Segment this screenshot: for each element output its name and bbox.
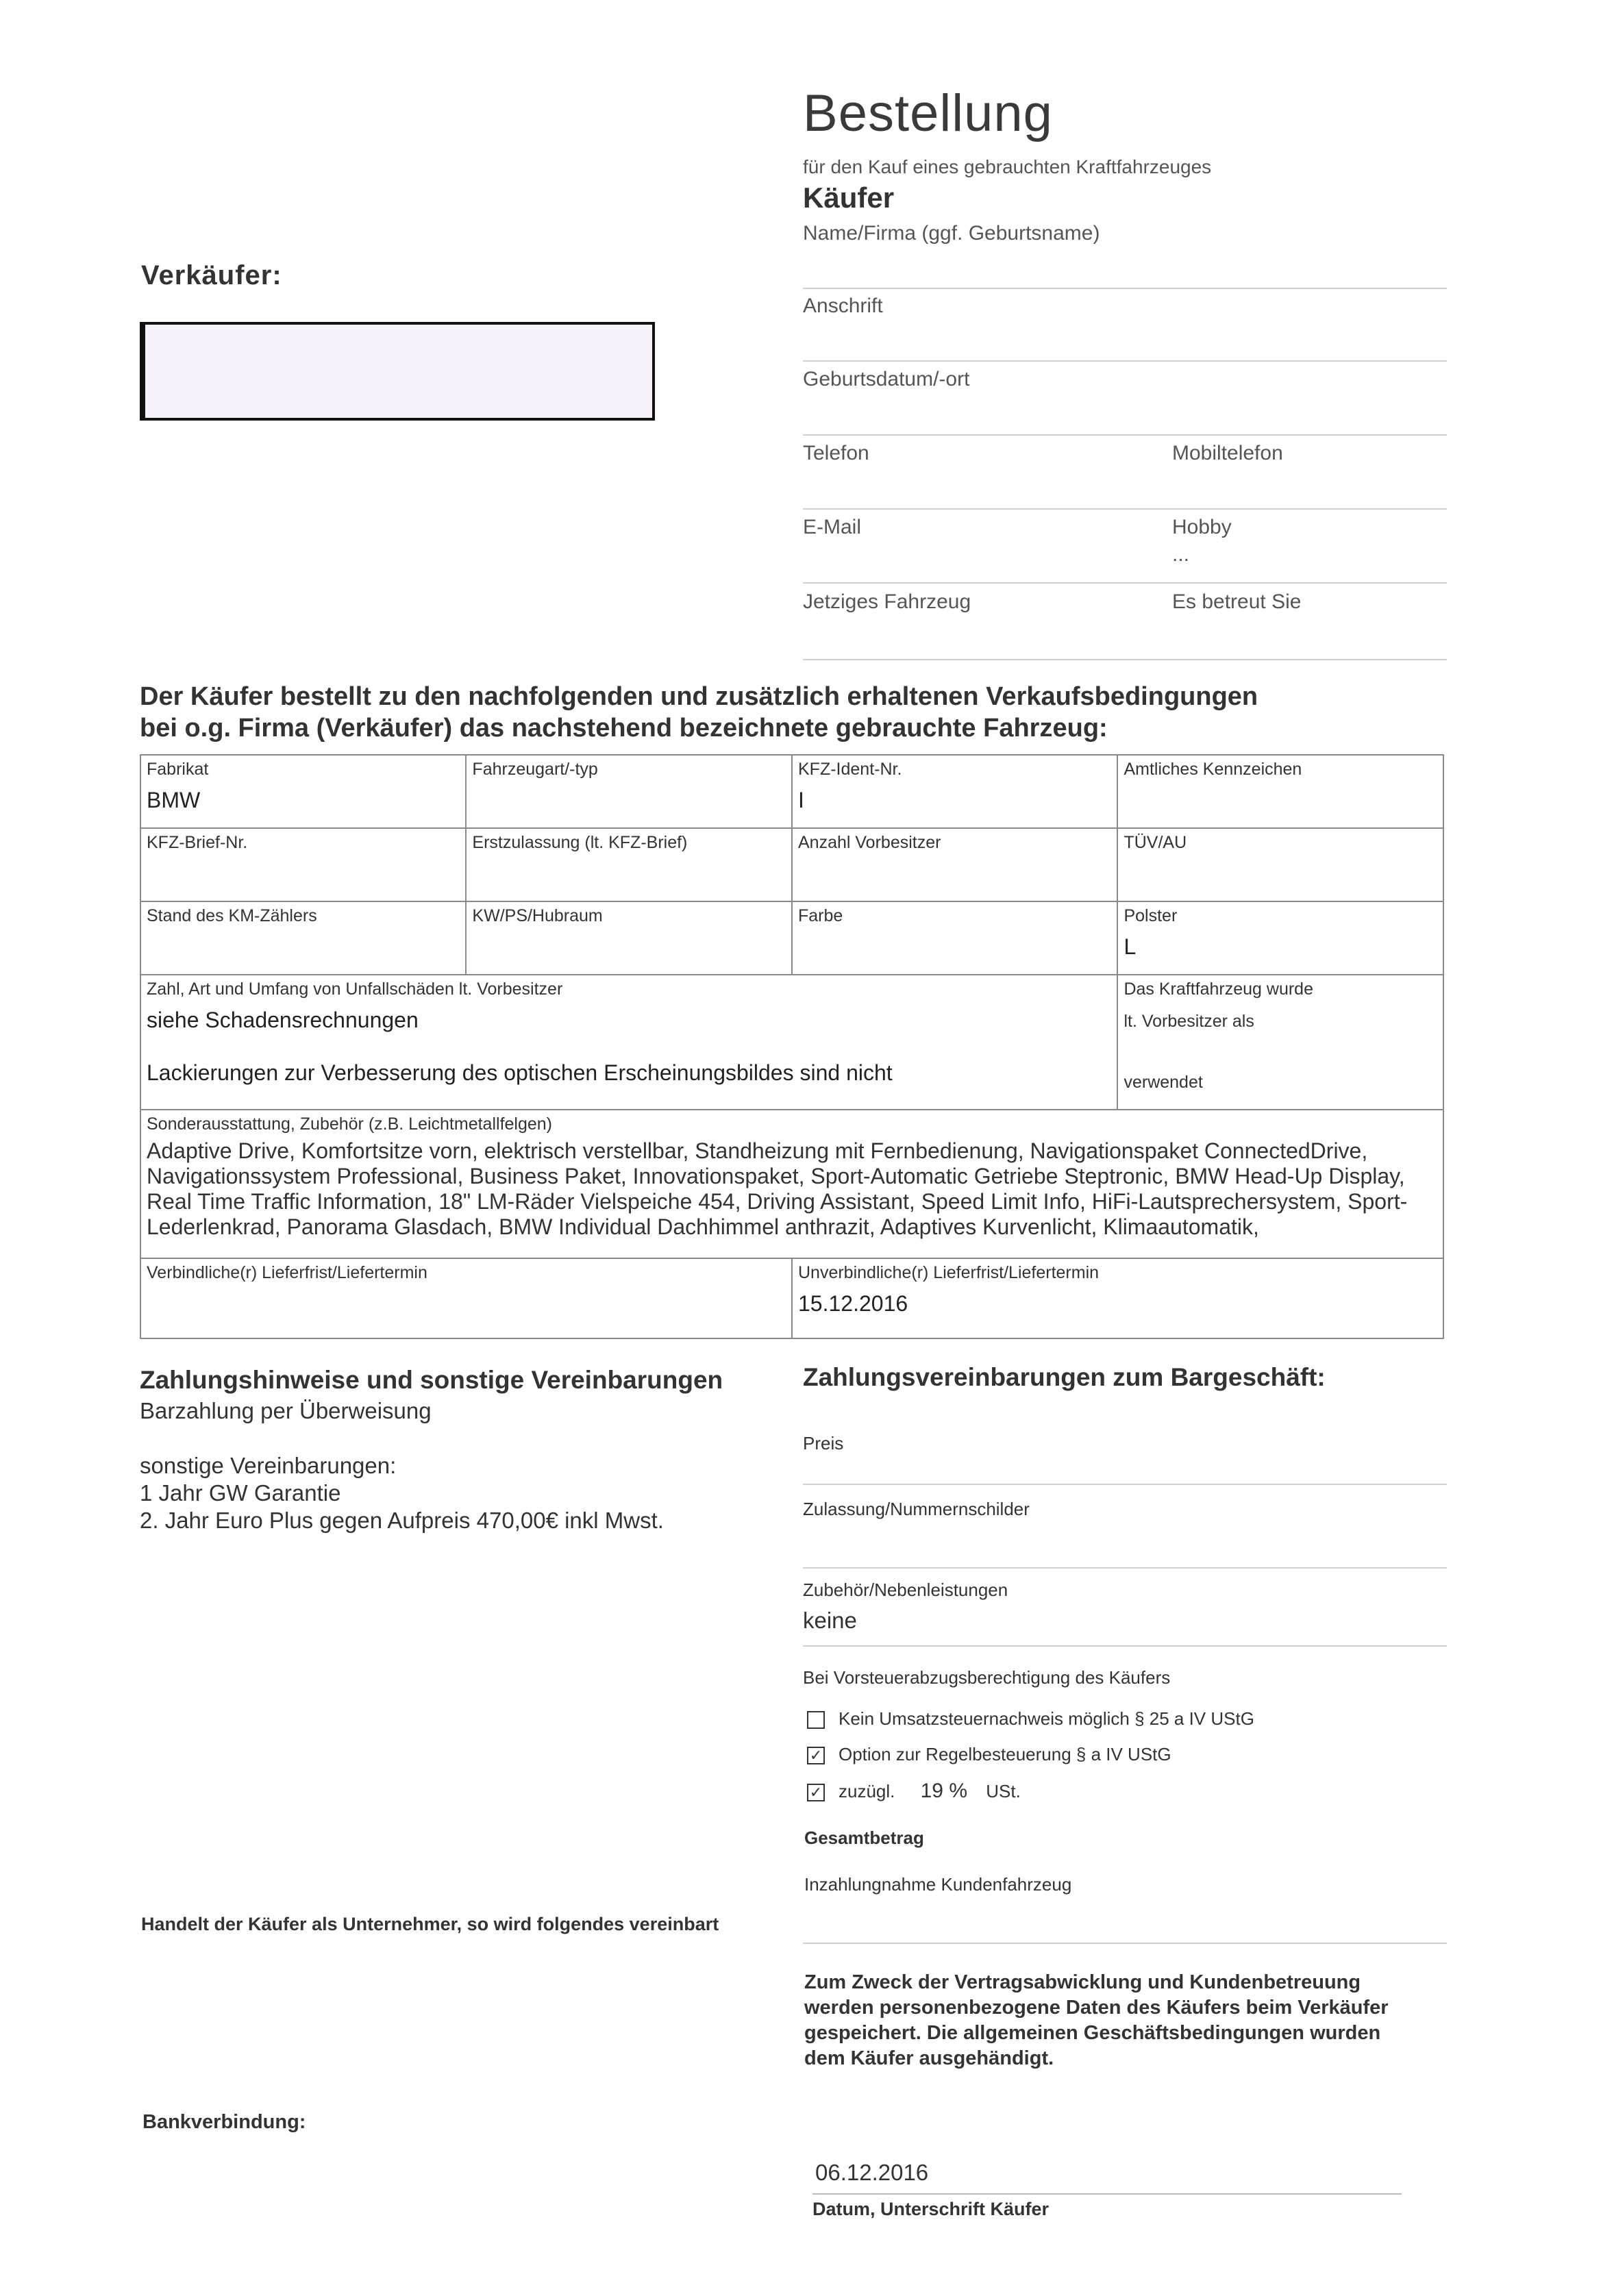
cell-liefer-verb [140,1258,792,1338]
cell-brief [140,828,466,901]
erstzulassung-label: Erstzulassung (lt. KFZ-Brief) [472,833,688,852]
tuev-label: TÜV/AU [1123,833,1187,852]
divider [803,288,1447,289]
checkbox-no-vat[interactable] [807,1711,825,1729]
divider [803,659,1447,660]
trade-in-label: Inzahlungnahme Kundenfahrzeug [804,1874,1072,1895]
kennzeichen-label: Amtliches Kennzeichen [1123,760,1302,779]
verwendung-label-3: verwendet [1123,1073,1203,1092]
cell-polster [1117,901,1443,975]
cell-kennzeichen [1117,755,1443,828]
buyer-hobby-value: ... [1172,543,1190,566]
buyer-mobile-label: Mobiltelefon [1172,442,1283,464]
polster-value: L [1123,934,1137,959]
vat-percent: 19 % [920,1780,968,1802]
verwendung-label-1: Das Kraftfahrzeug wurde [1123,979,1313,999]
farbe-label: Farbe [798,906,843,925]
buyer-heading: Käufer [803,182,895,214]
buyer-hobby-label: Hobby [1172,516,1232,538]
agreement-line-2: 2. Jahr Euro Plus gegen Aufpreis 470,00€ inkl Mwst. [140,1508,664,1533]
payment-method: Barzahlung per Überweisung [140,1398,432,1423]
sonder-label: Sonderausstattung, Zubehör (z.B. Leichtmetallfelgen) [147,1114,553,1134]
liefer-unverb-label: Unverbindliche(r) Lieferfrist/Liefertermin [798,1263,1100,1282]
vat-deduction-label: Bei Vorsteuerabzugsberechtigung des Käufers [803,1667,1171,1688]
signature-date: 06.12.2016 [815,2160,929,2185]
accessories-value: keine [803,1608,857,1633]
option-no-vat [807,1708,1254,1730]
cell-ident [792,755,1117,828]
other-agreements-label: sonstige Vereinbarungen: [140,1453,397,1478]
buyer-vehicle-label: Jetziges Fahrzeug [803,590,971,613]
cell-vorbesitzer [792,828,1117,901]
sonder-line: Navigationssystem Professional, Business Paket, Innovationspaket, Sport-Automatic Getriebe Steptronic, BMW Head-Up Display, [147,1164,1405,1188]
seller-box-edge [140,325,145,418]
bank-label: Bankverbindung: [142,2111,306,2133]
agreement-line-1: 1 Jahr GW Garantie [140,1480,341,1506]
advisor-label: Es betreut Sie [1172,590,1302,613]
cell-farbe [792,901,1117,975]
buyer-address-label: Anschrift [803,295,883,317]
intro-line-2: bei o.g. Firma (Verkäufer) das nachstehend bezeichnete gebrauchte Fahrzeug: [140,714,1108,743]
sonder-line: Real Time Traffic Information, 18" LM-Räder Vielspeiche 454, Driving Assistant, Speed Limit Info, HiFi-Lautsprechersystem, Sport- [147,1189,1408,1214]
total-label: Gesamtbetrag [804,1827,924,1848]
sonder-line: Lederlenkrad, Panorama Glasdach, BMW Individual Dachhimmel anthrazit, Adaptives Kurvenlicht, Klimaautomatik, [147,1214,1259,1239]
cell-kw [466,901,792,975]
price-label: Preis [803,1433,844,1453]
privacy-notice-line: werden personenbezogene Daten des Käufers beim Verkäufer [804,1997,1389,2019]
ident-label: KFZ-Ident-Nr. [798,760,902,779]
buyer-email-label: E-Mail [803,516,862,538]
seller-address-redacted [140,322,655,421]
unfall-label: Zahl, Art und Umfang von Unfallschäden lt. Vorbesitzer [147,979,563,999]
signature-label: Datum, Unterschrift Käufer [812,2199,1050,2219]
checkbox-regular-tax[interactable]: ✓ [807,1747,825,1764]
ident-value: I [798,788,804,812]
registration-label: Zulassung/Nummernschilder [803,1499,1030,1519]
km-label: Stand des KM-Zählers [147,906,317,925]
buyer-name-label: Name/Firma (ggf. Geburtsname) [803,222,1100,245]
payment-notes-heading: Zahlungshinweise und sonstige Vereinbarungen [140,1366,723,1394]
vat-unit: USt. [986,1781,1021,1801]
privacy-notice-line: gespeichert. Die allgemeinen Geschäftsbedingungen wurden [804,2022,1381,2044]
cell-verwendung [1117,975,1443,1110]
sonder-line: Adaptive Drive, Komfortsitze vorn, elektrisch verstellbar, Standheizung mit Fernbedienung, Navigationspaket ConnectedDrive, [147,1138,1368,1163]
lackierung-note: Lackierungen zur Verbesserung des optischen Erscheinungsbildes sind nicht [147,1060,893,1085]
option-no-vat-label: Kein Umsatzsteuernachweis möglich § 25 a IV UStG [839,1708,1254,1729]
checkbox-plus-vat[interactable]: ✓ [807,1784,825,1801]
option-plus-vat-label: zuzügl. [839,1781,895,1801]
cash-payment-heading: Zahlungsvereinbarungen zum Bargeschäft: [803,1363,1326,1391]
polster-label: Polster [1123,906,1178,925]
intro-line-1: Der Käufer bestellt zu den nachfolgenden und zusätzlich erhaltenen Verkaufsbedingungen [140,682,1258,711]
buyer-birth-label: Geburtsdatum/-ort [803,368,970,390]
divider [803,508,1447,510]
option-regular-tax [807,1744,1171,1765]
cell-fabrikat [140,755,466,828]
cell-liefer-unverb [792,1258,1443,1338]
privacy-notice-line: dem Käufer ausgehändigt. [804,2047,1054,2069]
cell-unfall [140,975,1117,1110]
privacy-notice [804,1970,1389,2071]
verwendung-label-2: lt. Vorbesitzer als [1123,1012,1254,1031]
page-title: Bestellung [803,84,1053,142]
signature-line [812,2193,1402,2195]
cell-tuev [1117,828,1443,901]
liefer-verb-label: Verbindliche(r) Lieferfrist/Liefertermin [147,1263,427,1282]
option-regular-tax-label: Option zur Regelbesteuerung § a IV UStG [839,1744,1171,1764]
divider [803,1484,1447,1485]
divider [803,1645,1447,1647]
vorbesitzer-label: Anzahl Vorbesitzer [798,833,941,852]
vehicle-table [140,754,1444,1339]
cell-typ [466,755,792,828]
cell-sonderausstattung [140,1110,1443,1258]
buyer-phone-label: Telefon [803,442,869,464]
divider [803,434,1447,436]
option-plus-vat [807,1780,1021,1803]
business-buyer-note: Handelt der Käufer als Unternehmer, so wird folgendes vereinbart [141,1914,719,1934]
liefer-unverb-value: 15.12.2016 [798,1291,908,1316]
accessories-label: Zubehör/Nebenleistungen [803,1580,1008,1600]
kw-label: KW/PS/Hubraum [472,906,603,925]
brief-label: KFZ-Brief-Nr. [147,833,248,852]
divider [803,582,1447,584]
divider [803,1943,1447,1944]
page-subtitle: für den Kauf eines gebrauchten Kraftfahrzeuges [803,156,1212,177]
divider [803,360,1447,362]
fabrikat-value: BMW [147,788,201,812]
privacy-notice-line: Zum Zweck der Vertragsabwicklung und Kundenbetreuung [804,1971,1361,1993]
divider [803,1567,1447,1569]
fabrikat-label: Fabrikat [147,760,209,779]
cell-erstzulassung [466,828,792,901]
seller-heading: Verkäufer: [141,260,282,290]
unfall-value: siehe Schadensrechnungen [147,1008,419,1032]
typ-label: Fahrzeugart/-typ [472,760,598,779]
cell-km [140,901,466,975]
